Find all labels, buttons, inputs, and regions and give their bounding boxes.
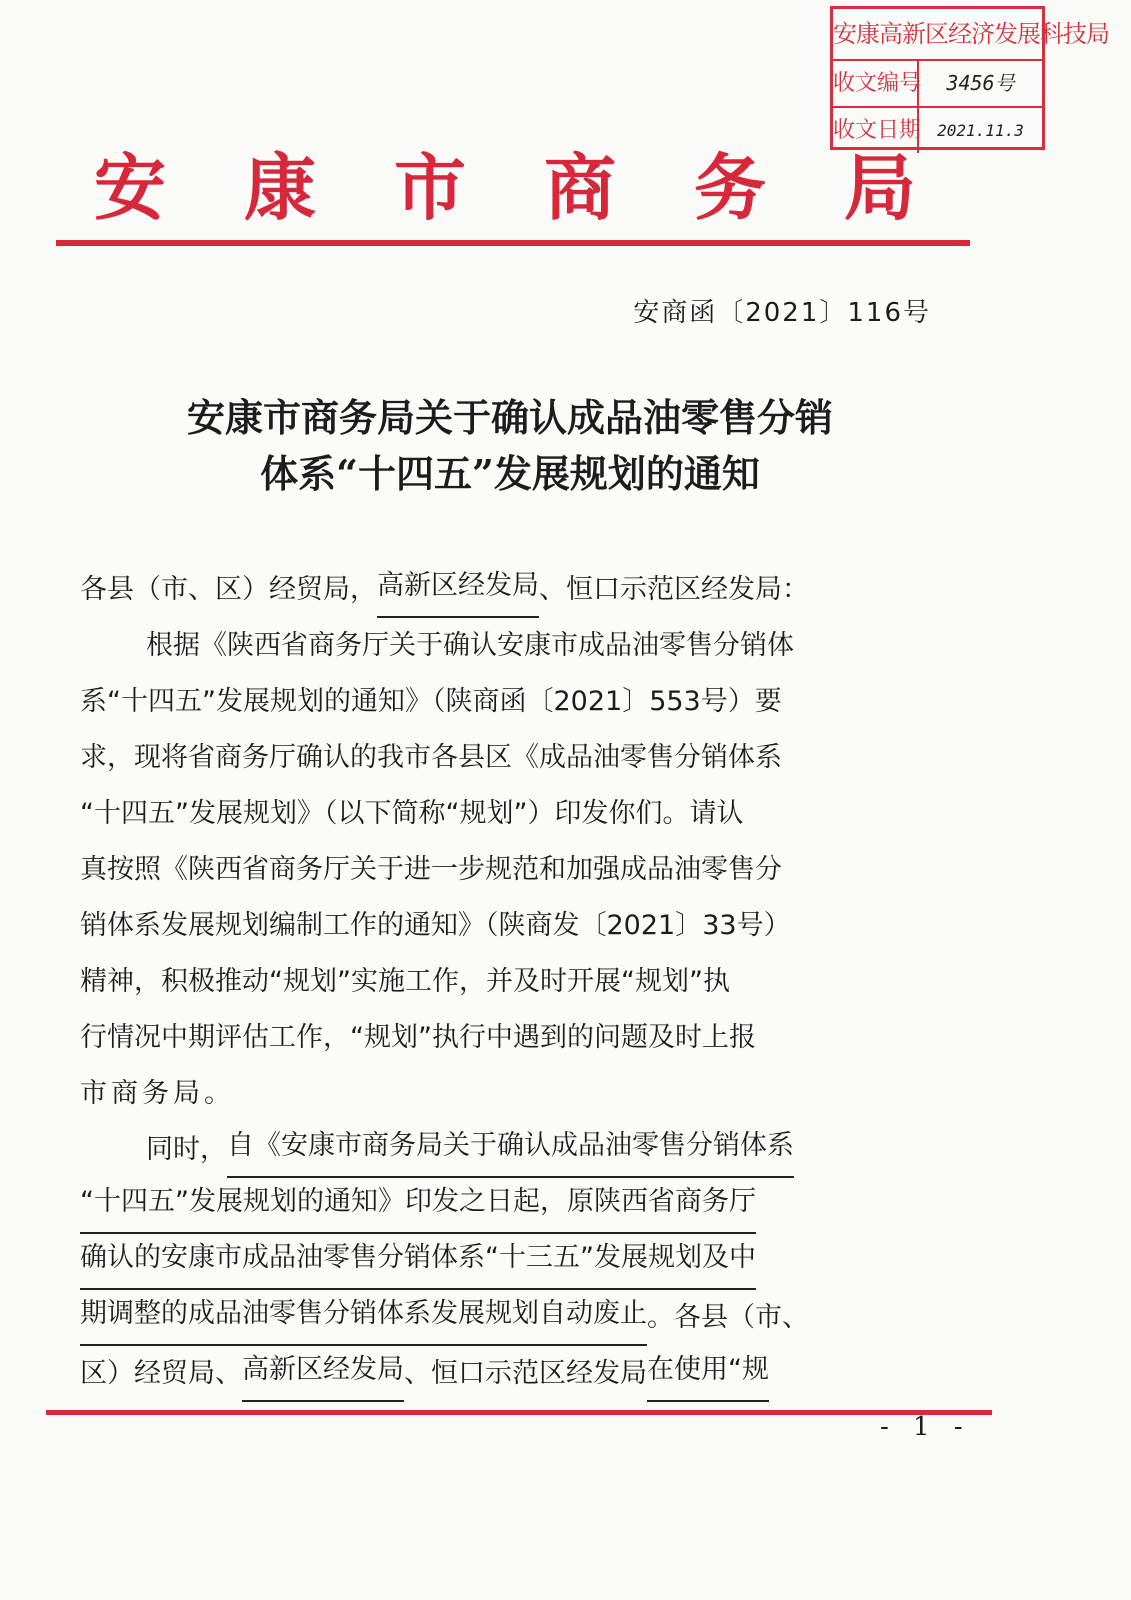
paragraph-line <box>80 1290 960 1346</box>
stamp-date-value: 2021.11.3 <box>937 121 1024 140</box>
underlined-text: 高新区经发局 <box>242 1346 404 1402</box>
paragraph-text: 真按照《陕西省商务厅关于进一步规范和加强成品油零售分 <box>80 854 782 885</box>
document-title-line-2: 体系“十四五”发展规划的通知 <box>260 451 760 496</box>
stamp-number-row <box>833 61 1042 106</box>
paragraph-line <box>80 618 960 674</box>
masthead-char: 务 <box>693 145 766 230</box>
paragraph-text: 精神，积极推动“规划”实施工作，并及时开展“规划”执 <box>80 966 730 997</box>
paragraph-text: 销体系发展规划编制工作的通知》（陕商发〔2021〕33号） <box>80 910 791 941</box>
paragraph-line <box>80 730 960 786</box>
paragraph-text: 市商务局。 <box>80 1078 235 1109</box>
paragraph-line <box>80 954 960 1010</box>
document-title-line-1: 安康市商务局关于确认成品油零售分销 <box>186 395 833 440</box>
paragraph-text: “十四五”发展规划》（以下简称“规划”）印发你们。请认 <box>80 798 744 829</box>
underlined-text: 期调整的成品油零售分销体系发展规划自动废止 <box>80 1290 647 1346</box>
underlined-text: 确认的安康市成品油零售分销体系“十三五”发展规划及中 <box>80 1234 756 1290</box>
paragraph-line <box>80 898 960 954</box>
paragraph-text: 行情况中期评估工作，“规划”执行中遇到的问题及时上报 <box>80 1022 756 1053</box>
salutation-underlined: 高新区经发局 <box>377 562 539 618</box>
stamp-org: 安康高新区经济发展科技局 <box>833 9 1042 61</box>
paragraph-text: 。各县（市、 <box>647 1302 809 1333</box>
paragraph-text: 系“十四五”发展规划的通知》（陕商函〔2021〕553号）要 <box>80 686 782 717</box>
paragraph-line <box>80 1122 960 1178</box>
header-rule <box>56 240 970 246</box>
receipt-stamp <box>830 6 1109 150</box>
underlined-text: “十四五”发展规划的通知》印发之日起，原陕西省商务厅 <box>80 1178 756 1234</box>
masthead-char: 局 <box>843 145 916 230</box>
paragraph-line <box>80 786 960 842</box>
salutation <box>80 562 960 618</box>
masthead-char: 商 <box>543 145 616 230</box>
paragraph-text: 根据《陕西省商务厅关于确认安康市成品油零售分销体 <box>146 630 794 661</box>
paragraph-line <box>80 674 960 730</box>
paragraph-text: 同时， <box>146 1134 227 1165</box>
document-number: 安商函〔2021〕116号 <box>633 298 931 328</box>
salutation-suffix: 、恒口示范区经发局： <box>539 574 809 605</box>
document-body <box>80 562 960 1402</box>
footer-rule <box>46 1410 992 1415</box>
stamp-number-value: 3456号 <box>946 71 1015 95</box>
stamp-date-label: 收文日期 <box>833 108 919 153</box>
paragraph-text: 区）经贸局、 <box>80 1358 242 1389</box>
salutation-prefix: 各县（市、区）经贸局， <box>80 574 377 605</box>
paragraph-line <box>80 1346 960 1402</box>
paragraph-line <box>80 1234 960 1290</box>
paragraph-line <box>80 842 960 898</box>
masthead <box>94 145 916 231</box>
masthead-char: 市 <box>393 145 466 230</box>
paragraph-text: 、恒口示范区经发局 <box>404 1358 647 1389</box>
masthead-char: 安 <box>94 145 167 230</box>
stamp-number-label: 收文编号 <box>833 61 919 106</box>
masthead-char: 康 <box>243 145 316 230</box>
page-number: - 1 - <box>880 1412 971 1442</box>
paragraph-text: 求，现将省商务厅确认的我市各县区《成品油零售分销体系 <box>80 742 782 773</box>
paragraph-line <box>80 1010 960 1066</box>
paragraph-line <box>80 1066 960 1122</box>
underlined-text: 在使用“规 <box>647 1346 769 1402</box>
underlined-text: 自《安康市商务局关于确认成品油零售分销体系 <box>227 1122 794 1178</box>
paragraph-line <box>80 1178 960 1234</box>
